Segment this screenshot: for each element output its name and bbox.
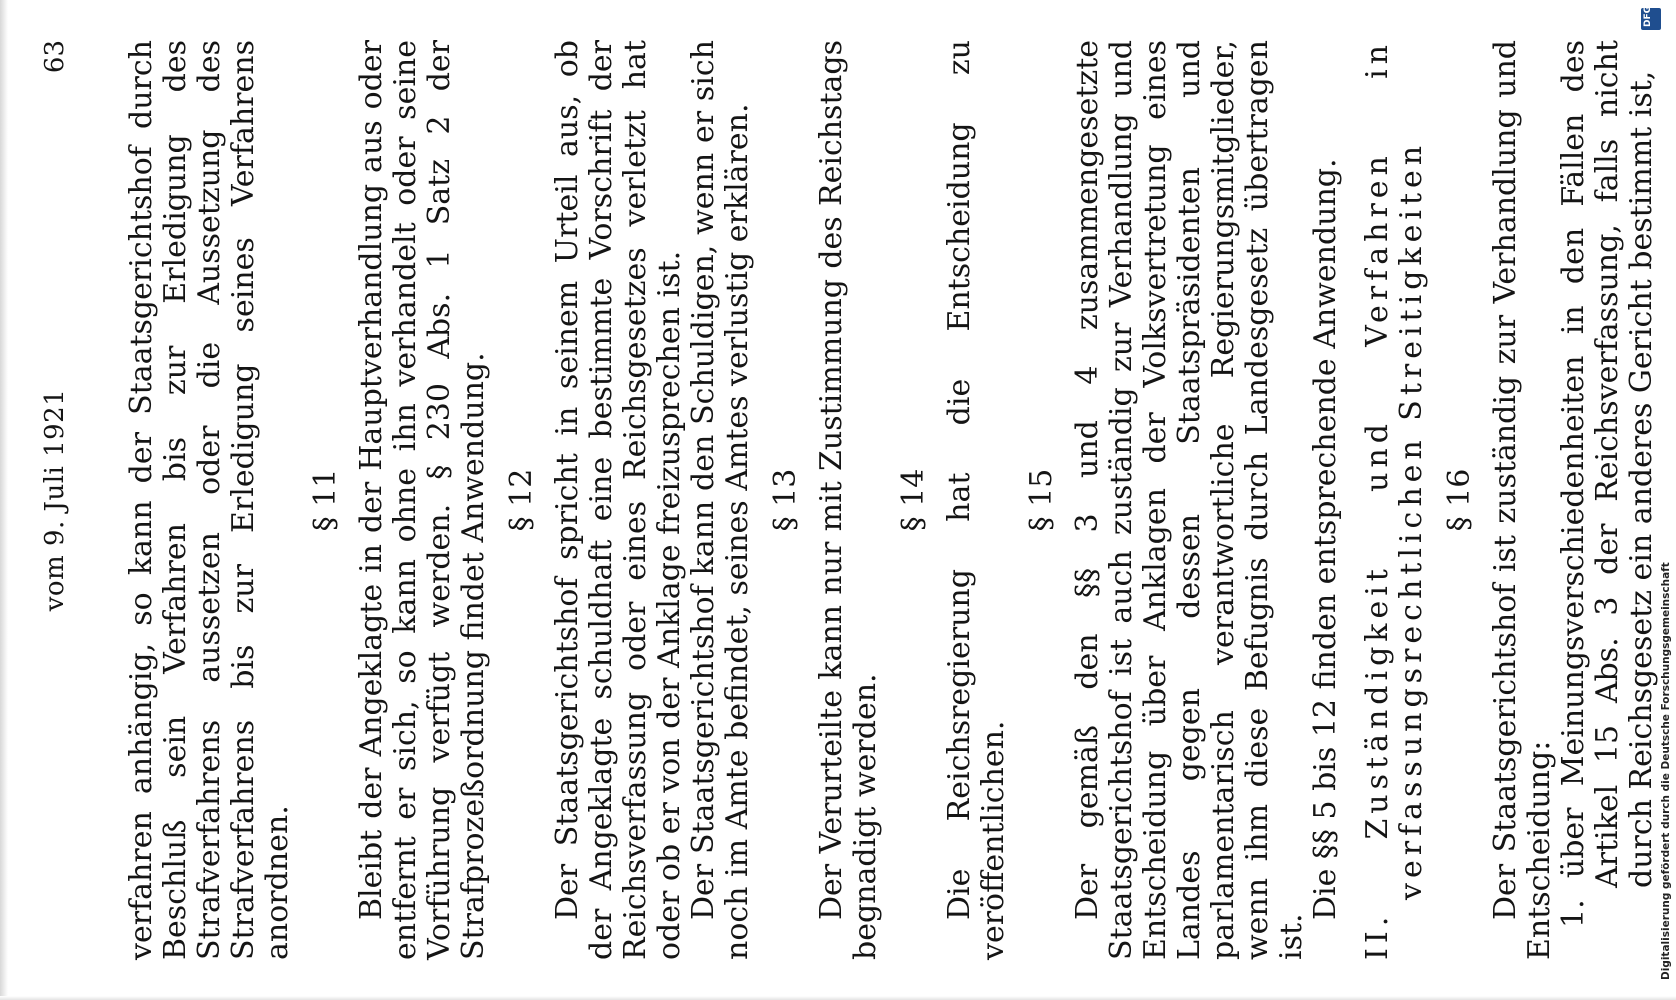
running-head	[40, 40, 80, 960]
page-number: 63	[40, 40, 70, 74]
section-heading-14: § 14	[896, 468, 931, 532]
body-text	[125, 40, 1659, 960]
funding-note	[1620, 300, 1672, 980]
paragraph-12b: Der Staatsgerichtshof kann den Schuldigen, wenn er sich noch im Amte befindet, seines Amtes verlustig erklären.	[686, 40, 755, 960]
paragraph-15b: Die §§ 5 bis 12 finden entsprechende Anwendung.	[1308, 158, 1343, 920]
list-item-1: 1. über Meinungsverschiedenheiten in den Fällen des Artikel 15 Abs. 3 der Reichsverfassung, falls nicht durch Reichsgesetz ein anderes Gericht bestimmt ist,	[1556, 40, 1659, 928]
paragraph-11: Bleibt der Angeklagte in der Hauptverhandlung aus oder entfernt er sich, so kann ohne ihn verhandelt oder seine Vorführung verfügt werden. § 230 Abs. 1 Satz 2 der Strafprozeßordnung findet Anwendung.	[354, 40, 491, 960]
funding-note-text: Digitalisierung gefördert durch die Deutsche Forschungsgemeinschaft	[1660, 562, 1672, 980]
section-heading-11: § 11	[308, 468, 343, 532]
paragraph-16: Der Staatsgerichtshof ist zuständig zur Verhandlung und Entscheidung:	[1488, 40, 1557, 960]
paragraph-12a: Der Staatsgerichtshof spricht in seinem Urteil aus, ob der Angeklagte schuldhaft eine bestimmte Vorschrift der Reichsverfassung oder eines Reichsgesetzes verletzt hat oder ob er von der Anklage freizusprechen ist.	[550, 40, 687, 960]
paragraph-14: Die Reichsregierung hat die Entscheidung zu veröffentlichen.	[942, 40, 1011, 960]
dfg-logo-text: DFG	[1643, 5, 1653, 27]
paragraph-13: Der Verurteilte kann nur mit Zustimmung des Reichstags begnadigt werden.	[814, 40, 883, 960]
dfg-logo-icon	[1641, 5, 1661, 30]
paragraph-intro: verfahren anhängig, so kann der Staatsgerichtshof durch Beschluß sein Verfahren bis zur Erledigung des Strafverfahrens aussetzen oder die Aussetzung des Strafverfahrens bis zur Erledigung seines Verfahrens anordnen.	[124, 40, 295, 960]
paragraph-15a: Der gemäß den §§ 3 und 4 zusammengesetzte Staatsgerichtshof ist auch zuständig zur Verhandlung und Entscheidung über Anklagen der Volksvertretung eines Landes gegen dessen Staatspräsidenten und parlamentarisch verantwortliche Regierungsmitglieder, wenn ihm diese Befugnis durch Landesgesetz übertragen ist.	[1070, 40, 1309, 960]
running-title: vom 9. Juli 1921	[40, 388, 70, 612]
section-heading-15: § 15	[1024, 468, 1059, 532]
chapter-heading: II. Zuständigkeit und Verfahren in verfassungsrechtlichen Streitigkeiten	[1360, 40, 1429, 960]
section-heading-13: § 13	[768, 468, 803, 532]
section-heading-16: § 16	[1442, 468, 1477, 532]
section-heading-12: § 12	[504, 468, 539, 532]
